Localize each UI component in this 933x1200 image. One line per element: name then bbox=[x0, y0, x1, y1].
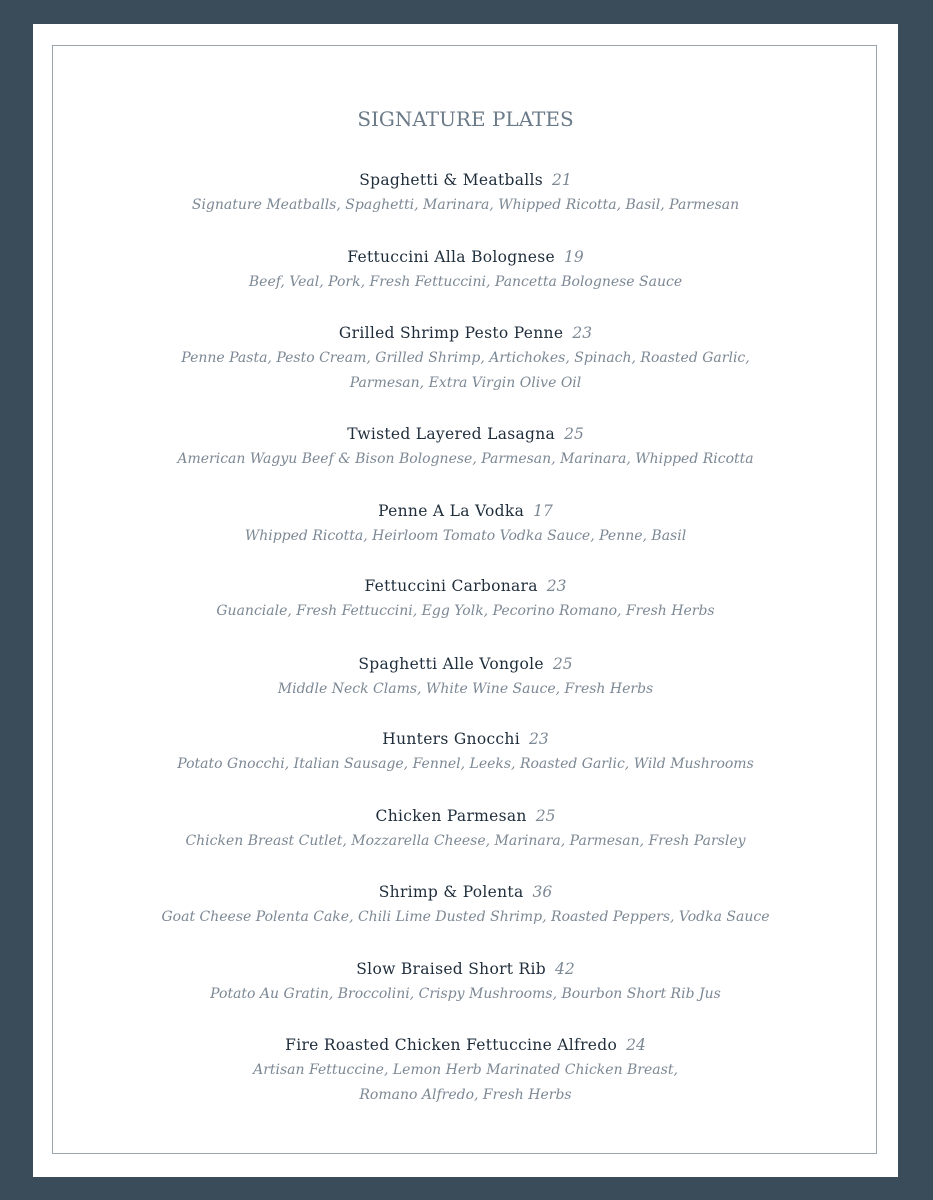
menu-item-description-line: Artisan Fettuccine, Lemon Herb Marinated Chicken Breast, bbox=[253, 1062, 678, 1078]
menu-item bbox=[33, 958, 898, 1007]
menu-item bbox=[33, 653, 898, 702]
menu-item-description-line: Chicken Breast Cutlet, Mozzarella Cheese, Marinara, Parmesan, Fresh Parsley bbox=[185, 833, 746, 849]
menu-item-description bbox=[33, 346, 898, 396]
section-title: SIGNATURE PLATES bbox=[357, 107, 574, 131]
menu-item-header bbox=[33, 322, 898, 344]
menu-item-header bbox=[33, 1034, 898, 1056]
menu-item-price: 24 bbox=[626, 1036, 646, 1054]
menu-item-description-line: Penne Pasta, Pesto Cream, Grilled Shrimp, Artichokes, Spinach, Roasted Garlic, bbox=[181, 350, 750, 366]
menu-item-price: 42 bbox=[555, 960, 575, 978]
menu-item-description-line: Romano Alfredo, Fresh Herbs bbox=[359, 1087, 572, 1103]
menu-item-header bbox=[33, 169, 898, 191]
menu-item bbox=[33, 246, 898, 295]
menu-item-header bbox=[33, 653, 898, 675]
menu-item-description-line: Signature Meatballs, Spaghetti, Marinara, Whipped Ricotta, Basil, Parmesan bbox=[191, 197, 740, 213]
menu-item-description-line: Middle Neck Clams, White Wine Sauce, Fresh Herbs bbox=[277, 681, 654, 697]
menu-item bbox=[33, 575, 898, 624]
menu-item-price: 25 bbox=[535, 807, 556, 825]
menu-item-description bbox=[33, 982, 898, 1007]
menu-item-description bbox=[33, 829, 898, 854]
menu-item bbox=[33, 1034, 898, 1108]
menu-item-price: 25 bbox=[564, 425, 584, 443]
menu-item-name: Chicken Parmesan bbox=[375, 807, 527, 825]
menu-item-description bbox=[33, 447, 898, 472]
menu-item-name: Slow Braised Short Rib bbox=[356, 960, 546, 978]
menu-item-description bbox=[33, 677, 898, 702]
menu-item-description-line: American Wagyu Beef & Bison Bolognese, Parmesan, Marinara, Whipped Ricotta bbox=[177, 451, 754, 467]
menu-item-description-line: Goat Cheese Polenta Cake, Chili Lime Dusted Shrimp, Roasted Peppers, Vodka Sauce bbox=[161, 909, 770, 925]
menu-page bbox=[33, 24, 898, 1177]
menu-item-price: 23 bbox=[528, 730, 549, 748]
menu-item-header bbox=[33, 805, 898, 827]
menu-item-price: 17 bbox=[533, 502, 553, 520]
menu-item-price: 19 bbox=[563, 248, 584, 266]
menu-item-price: 36 bbox=[532, 883, 553, 901]
menu-item-description bbox=[33, 905, 898, 930]
menu-item-description-line: Parmesan, Extra Virgin Olive Oil bbox=[349, 375, 582, 391]
menu-item-header bbox=[33, 881, 898, 903]
menu-item-name: Shrimp & Polenta bbox=[378, 883, 524, 901]
menu-item-header bbox=[33, 423, 898, 445]
menu-item bbox=[33, 169, 898, 218]
menu-item-description bbox=[33, 1058, 898, 1108]
menu-item-description bbox=[33, 193, 898, 218]
menu-item-description bbox=[33, 524, 898, 549]
menu-item-description-line: Guanciale, Fresh Fettuccini, Egg Yolk, Pecorino Romano, Fresh Herbs bbox=[216, 603, 715, 619]
menu-item-name: Twisted Layered Lasagna bbox=[347, 425, 556, 443]
menu-item-price: 23 bbox=[546, 577, 567, 595]
menu-item bbox=[33, 423, 898, 472]
menu-item-description-line: Potato Gnocchi, Italian Sausage, Fennel, Leeks, Roasted Garlic, Wild Mushrooms bbox=[177, 756, 754, 772]
menu-item bbox=[33, 728, 898, 777]
menu-item-name: Penne A La Vodka bbox=[378, 502, 525, 520]
menu-item-name: Fire Roasted Chicken Fettuccine Alfredo bbox=[285, 1036, 618, 1054]
menu-item-header bbox=[33, 575, 898, 597]
menu-item-price: 23 bbox=[572, 324, 593, 342]
menu-item-price: 25 bbox=[552, 655, 573, 673]
menu-item-price: 21 bbox=[552, 171, 572, 189]
menu-item-description bbox=[33, 599, 898, 624]
menu-item bbox=[33, 881, 898, 930]
menu-item-name: Hunters Gnocchi bbox=[382, 730, 520, 748]
menu-item-header bbox=[33, 500, 898, 522]
menu-item bbox=[33, 322, 898, 396]
menu-item-name: Spaghetti & Meatballs bbox=[359, 171, 544, 189]
menu-item bbox=[33, 500, 898, 549]
menu-item-description-line: Potato Au Gratin, Broccolini, Crispy Mushrooms, Bourbon Short Rib Jus bbox=[210, 986, 721, 1002]
menu-item-name: Fettuccini Carbonara bbox=[364, 577, 538, 595]
menu-item-name: Spaghetti Alle Vongole bbox=[358, 655, 544, 673]
menu-item-name: Grilled Shrimp Pesto Penne bbox=[338, 324, 564, 342]
menu-item-name: Fettuccini Alla Bolognese bbox=[347, 248, 555, 266]
menu-item-description bbox=[33, 752, 898, 777]
menu-item-header bbox=[33, 958, 898, 980]
menu-item-header bbox=[33, 728, 898, 750]
menu-item-description bbox=[33, 270, 898, 295]
menu-item bbox=[33, 805, 898, 854]
menu-item-description-line: Beef, Veal, Pork, Fresh Fettuccini, Pancetta Bolognese Sauce bbox=[248, 274, 683, 290]
menu-item-header bbox=[33, 246, 898, 268]
menu-item-description-line: Whipped Ricotta, Heirloom Tomato Vodka Sauce, Penne, Basil bbox=[244, 528, 687, 544]
